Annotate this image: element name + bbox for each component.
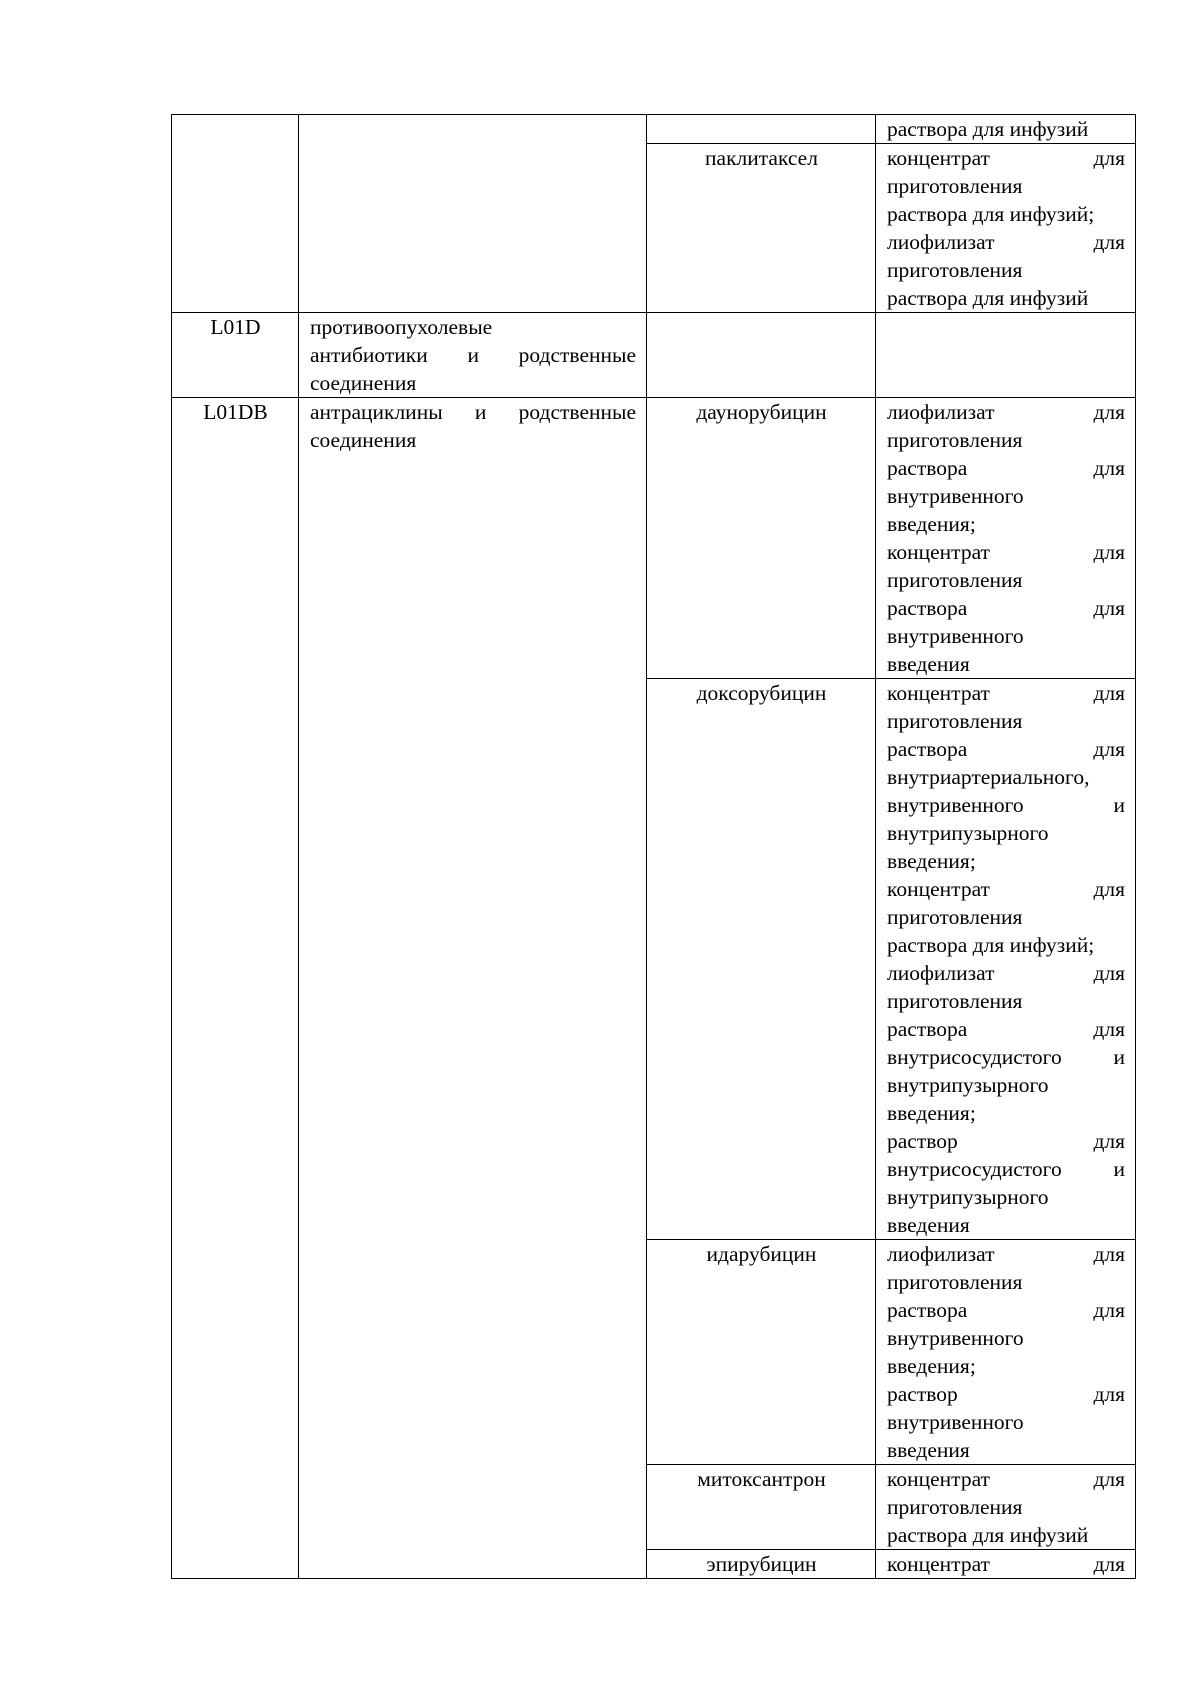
cell-line: внутрисосудистого и — [887, 1045, 1125, 1069]
cell-line: соединения — [310, 371, 417, 395]
table-row — [172, 115, 1136, 144]
cell-line: внутрипузырного — [887, 1073, 1049, 1097]
cell-line: раствора для — [887, 456, 1125, 480]
cell-line: введения — [887, 652, 970, 676]
drug-name-cell — [647, 115, 876, 144]
cell-line: соединения — [310, 428, 417, 452]
cell-line: раствор для — [887, 1129, 1125, 1153]
cell-line: раствора для — [887, 737, 1125, 761]
group-l01d — [299, 313, 647, 398]
cell-line: приготовления — [887, 1495, 1023, 1519]
cell-line: противоопухолевые — [310, 315, 493, 339]
cell-line: раствора для — [887, 1017, 1125, 1041]
cell-line: внутривенного — [887, 1410, 1024, 1434]
group-l01db — [299, 398, 647, 1579]
cell-line: внутривенного — [887, 1326, 1024, 1350]
cell-line: приготовления — [887, 258, 1023, 282]
cell-line: введения; — [887, 1101, 976, 1125]
drug-name-cell — [647, 313, 876, 398]
drug-name-epirubicin: эпирубицин — [647, 1550, 876, 1579]
drug-name-paclitaxel: паклитаксел — [647, 144, 876, 313]
cell-line: раствора для инфузий — [887, 1523, 1089, 1547]
cell-line: введения; — [887, 849, 976, 873]
cell-line: раствор для — [887, 1382, 1125, 1406]
cell-line: антрациклины и родственные — [310, 400, 636, 424]
cell-line: приготовления — [887, 905, 1023, 929]
cell-line: внутрипузырного — [887, 821, 1049, 845]
cell-line: концентрат для — [887, 146, 1125, 170]
cell-line: концентрат для — [887, 540, 1125, 564]
cell-line: внутрипузырного — [887, 1185, 1049, 1209]
group-cell — [299, 115, 647, 313]
dosage-form-epirubicin — [876, 1550, 1136, 1579]
dosage-form-idarubicin — [876, 1240, 1136, 1465]
dosage-form-doxorubicin — [876, 679, 1136, 1240]
cell-line: введения — [887, 1438, 970, 1462]
cell-line: антибиотики и родственные — [310, 343, 636, 367]
cell-line: лиофилизат для — [887, 230, 1125, 254]
cell-line: приготовления — [887, 1270, 1023, 1294]
cell-line: раствора для инфузий; — [887, 202, 1095, 226]
cell-line: введения; — [887, 512, 976, 536]
cell-line: приготовления — [887, 428, 1023, 452]
cell-line: концентрат для — [887, 877, 1125, 901]
cell-line: лиофилизат для — [887, 961, 1125, 985]
cell-line: внутривенного — [887, 484, 1024, 508]
cell-line: внутриартериального, — [887, 765, 1090, 789]
cell-line: внутривенного и — [887, 793, 1125, 817]
dosage-form-mitoxantrone — [876, 1465, 1136, 1550]
code-l01db: L01DB — [172, 398, 299, 1579]
table-row — [172, 313, 1136, 398]
cell-line: концентрат для — [887, 1552, 1125, 1576]
cell-line: концентрат для — [887, 1467, 1125, 1491]
cell-line: введения — [887, 1213, 970, 1237]
drug-name-doxorubicin: доксорубицин — [647, 679, 876, 1240]
cell-line: внутривенного — [887, 624, 1024, 648]
cell-line: приготовления — [887, 174, 1023, 198]
cell-line: введения; — [887, 1354, 976, 1378]
dosage-form-cell — [876, 115, 1136, 144]
table-row — [172, 398, 1136, 679]
dosage-form-paclitaxel — [876, 144, 1136, 313]
drug-name-daunorubicin: даунорубицин — [647, 398, 876, 679]
dosage-form-cell — [876, 313, 1136, 398]
cell-line: приготовления — [887, 709, 1023, 733]
drug-name-mitoxantrone: митоксантрон — [647, 1465, 876, 1550]
cell-line: приготовления — [887, 568, 1023, 592]
drug-name-idarubicin: идарубицин — [647, 1240, 876, 1465]
cell-line: лиофилизат для — [887, 400, 1125, 424]
code-l01d: L01D — [172, 313, 299, 398]
cell-line: раствора для инфузий; — [887, 933, 1095, 957]
dosage-form-daunorubicin — [876, 398, 1136, 679]
cell-line: лиофилизат для — [887, 1242, 1125, 1266]
cell-line: раствора для инфузий — [887, 286, 1089, 310]
cell-line: приготовления — [887, 989, 1023, 1013]
drug-classification-table — [171, 114, 1136, 1579]
code-cell — [172, 115, 299, 313]
cell-line: раствора для — [887, 1298, 1125, 1322]
cell-line: внутрисосудистого и — [887, 1157, 1125, 1181]
cell-line: раствора для — [887, 596, 1125, 620]
cell-line: раствора для инфузий — [887, 117, 1089, 141]
cell-line: концентрат для — [887, 681, 1125, 705]
